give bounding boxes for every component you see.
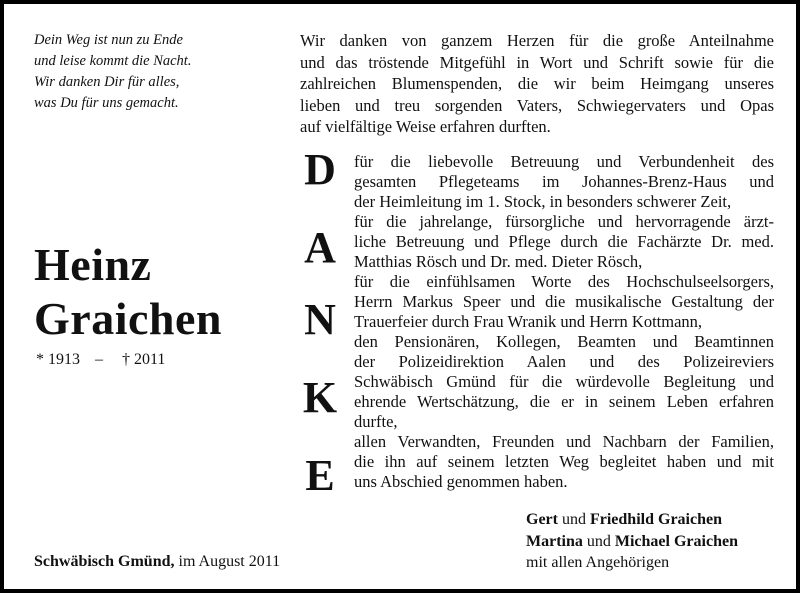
signer-closing: mit allen Angehörigen <box>526 554 670 571</box>
signers <box>526 509 738 574</box>
signer-name: Friedhild Graichen <box>589 511 722 528</box>
thanks-line: den Pensionären, Kollegen, Beamten und Beamtinnen <box>354 332 774 351</box>
thanks-item <box>354 332 774 432</box>
thanks-line: ehrende Wertschätzung, die er in seinem Leben erfahren <box>354 392 774 411</box>
signer-joiner: und <box>586 532 611 550</box>
signer-name: Martina <box>526 532 583 550</box>
thanks-item <box>354 432 774 492</box>
intro-line: zahlreichen Blumenspenden, die wir beim Heimgang unseres <box>300 74 774 93</box>
poem <box>34 30 264 114</box>
poem-line: und leise kommt die Nacht. <box>34 53 192 69</box>
thanks-line: für die einfühlsamen Worte des Hochschulseelsorgers, <box>354 272 774 291</box>
place-date <box>34 552 280 572</box>
thanks-line: uns Abschied genommen haben. <box>354 472 568 491</box>
date: im August 2011 <box>178 553 281 570</box>
thanks-line: allen Verwandten, Freunden und Nachbarn der Familien, <box>354 432 774 451</box>
death-year: † 2011 <box>122 351 166 368</box>
thanks-line: Schwäbisch Gmünd für die würdevolle Begleitung und <box>354 372 774 391</box>
signer-line <box>526 531 738 553</box>
danke-letter: A <box>304 223 336 272</box>
thanks-item <box>354 152 774 212</box>
poem-line: Wir danken Dir für alles, <box>34 74 180 90</box>
danke-letter: D <box>304 145 336 194</box>
signer-joiner: und <box>561 511 586 528</box>
thanks-line: der Polizeidirektion Aalen und des Polizeireviers <box>354 352 774 371</box>
thanks-line: durfte, <box>354 412 398 431</box>
thanks-item <box>354 212 774 272</box>
intro-line: auf vielfältige Weise erfahren durften. <box>300 117 551 136</box>
poem-line: Dein Weg ist nun zu Ende <box>34 32 183 48</box>
thanks-intro <box>300 30 774 138</box>
date-separator: – <box>95 351 103 368</box>
danke-letter: K <box>302 373 338 422</box>
place: Schwäbisch Gmünd, <box>34 553 175 570</box>
signer-name: Michael Graichen <box>614 532 738 550</box>
birth-year: * 1913 <box>36 351 80 368</box>
thanks-list <box>354 152 774 492</box>
intro-line: Wir danken von ganzem Herzen für die große Anteilnahme <box>300 31 774 50</box>
deceased-name <box>34 238 222 346</box>
thanks-line: für die jahrelange, fürsorgliche und hervorragende ärzt- <box>354 212 774 231</box>
thanks-line: gesamten Pflegeteams im Johannes-Brenz-Haus und <box>354 172 774 191</box>
life-dates <box>36 350 165 370</box>
thanks-line: Trauerfeier durch Frau Wranik und Herrn Kottmann, <box>354 312 703 331</box>
thanks-line: für die liebevolle Betreuung und Verbundenheit des <box>354 152 774 171</box>
thanks-line: Herrn Markus Speer und die musikalische Gestaltung der <box>354 292 774 311</box>
poem-line: was Du für uns gemacht. <box>34 95 179 111</box>
thanks-item <box>354 272 774 332</box>
thanks-line: liche Betreuung und Pflege durch die Fachärzte Dr. med. <box>354 232 774 251</box>
thanks-line: Matthias Rösch und Dr. med. Dieter Rösch, <box>354 252 643 271</box>
intro-line: und das tröstende Mitgefühl in Wort und Schrift sowie für die <box>300 52 774 72</box>
thanks-line: die ihn auf seinem letzten Weg begleitet haben und mit <box>354 452 774 471</box>
danke-letter: N <box>304 295 336 344</box>
signer-line <box>526 509 738 531</box>
intro-line: lieben und treu sorgenden Vaters, Schwiegervaters und Opas <box>300 95 774 115</box>
last-name: Graichen <box>34 293 222 344</box>
danke-letter: E <box>305 451 335 500</box>
first-name: Heinz <box>34 239 152 290</box>
signer-name: Gert <box>526 511 558 528</box>
thanks-line: der Heimleitung im 1. Stock, in besonders schwerer Zeit, <box>354 192 732 211</box>
